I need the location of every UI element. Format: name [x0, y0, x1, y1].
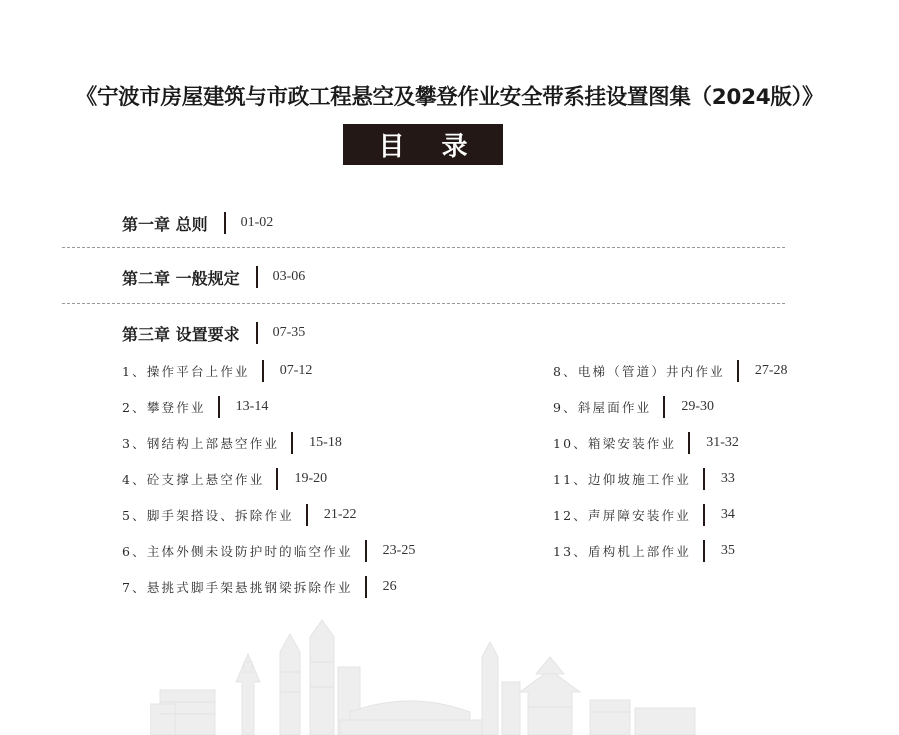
- toc-item-pages: 33: [720, 471, 735, 486]
- chapter-2-pages: 03-06: [272, 269, 306, 284]
- toc-item-label: 4、砼支撑上悬空作业: [122, 472, 265, 487]
- toc-item-pages: 26: [382, 579, 397, 594]
- toc-item[interactable]: [122, 503, 357, 527]
- toc-item[interactable]: [553, 539, 735, 563]
- separator-bar: [703, 504, 705, 526]
- separator-bar: [688, 432, 690, 454]
- separator-bar: [256, 322, 258, 344]
- toc-item-pages: 31-32: [706, 435, 739, 450]
- toc-heading: 目 录: [343, 124, 503, 165]
- divider: [62, 247, 785, 248]
- chapter-1-title: 第一章 总则: [122, 214, 208, 234]
- toc-item[interactable]: [553, 359, 788, 383]
- separator-bar: [262, 360, 264, 382]
- separator-bar: [291, 432, 293, 454]
- toc-item-label: 12、声屏障安装作业: [553, 508, 691, 523]
- toc-item[interactable]: [122, 431, 342, 455]
- separator-bar: [276, 468, 278, 490]
- separator-bar: [365, 576, 367, 598]
- toc-item-pages: 23-25: [382, 543, 416, 558]
- toc-item[interactable]: [553, 395, 714, 419]
- divider: [62, 303, 785, 304]
- separator-bar: [256, 266, 258, 288]
- chapter-1[interactable]: [122, 210, 273, 236]
- toc-item-label: 8、电梯（管道）井内作业: [553, 364, 725, 379]
- separator-bar: [218, 396, 220, 418]
- toc-item-pages: 35: [720, 543, 735, 558]
- document-title: 《宁波市房屋建筑与市政工程悬空及攀登作业安全带系挂设置图集（2024版）》: [75, 85, 824, 110]
- separator-bar: [703, 540, 705, 562]
- toc-item-pages: 27-28: [754, 363, 788, 378]
- separator-bar: [703, 468, 705, 490]
- toc-item-pages: 07-12: [279, 363, 313, 378]
- toc-item-label: 3、钢结构上部悬空作业: [122, 436, 280, 451]
- toc-item-pages: 21-22: [323, 507, 357, 522]
- chapter-3-title: 第三章 设置要求: [122, 324, 240, 344]
- chapter-1-pages: 01-02: [240, 215, 274, 230]
- toc-item-pages: 19-20: [294, 471, 328, 486]
- toc-item-pages: 29-30: [681, 399, 715, 414]
- toc-item-label: 1、操作平台上作业: [122, 364, 250, 379]
- toc-item[interactable]: [122, 359, 312, 383]
- chapter-3-pages: 07-35: [272, 325, 306, 340]
- toc-item-label: 10、箱梁安装作业: [553, 436, 677, 451]
- toc-item[interactable]: [553, 431, 739, 455]
- separator-bar: [224, 212, 226, 234]
- toc-item[interactable]: [122, 575, 397, 599]
- toc-item-label: 11、边仰坡施工作业: [553, 472, 691, 487]
- toc-item-pages: 15-18: [309, 435, 342, 450]
- toc-item-pages: 13-14: [235, 399, 269, 414]
- toc-item[interactable]: [122, 395, 268, 419]
- toc-item[interactable]: [122, 467, 327, 491]
- toc-item-label: 9、斜屋面作业: [553, 400, 652, 415]
- toc-item-label: 13、盾构机上部作业: [553, 544, 691, 559]
- separator-bar: [365, 540, 367, 562]
- separator-bar: [663, 396, 665, 418]
- separator-bar: [737, 360, 739, 382]
- city-skyline-illustration: [150, 612, 710, 735]
- toc-item-label: 2、攀登作业: [122, 400, 206, 415]
- toc-item[interactable]: [553, 467, 735, 491]
- chapter-2-title: 第二章 一般规定: [122, 268, 240, 288]
- toc-item[interactable]: [122, 539, 415, 563]
- chapter-3[interactable]: [122, 320, 305, 346]
- toc-item-pages: 34: [720, 507, 735, 522]
- toc-item-label: 7、悬挑式脚手架悬挑钢梁拆除作业: [122, 580, 353, 595]
- chapter-2[interactable]: [122, 264, 305, 290]
- separator-bar: [306, 504, 308, 526]
- toc-item[interactable]: [553, 503, 735, 527]
- toc-item-label: 5、脚手架搭设、拆除作业: [122, 508, 294, 523]
- toc-item-label: 6、主体外侧未设防护时的临空作业: [122, 544, 353, 559]
